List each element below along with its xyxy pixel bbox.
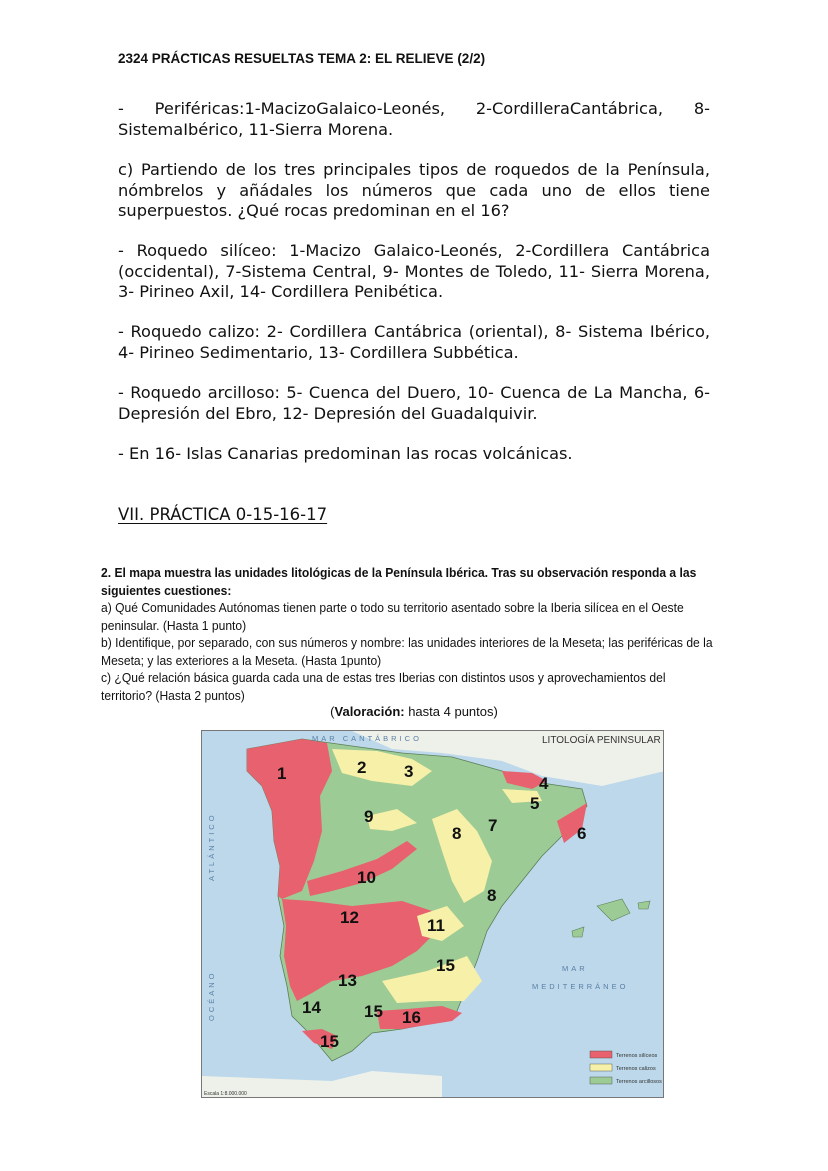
map-number-1: 1	[277, 764, 287, 783]
valoracion-text: hasta 4 puntos)	[404, 704, 498, 719]
map-number-8a: 8	[452, 824, 462, 843]
map-number-15a: 15	[436, 956, 455, 975]
exercise-question-c: c) ¿Qué relación básica guarda cada una de estas tres Iberias con distintos usos y aprovechamientos del territorio? (Hasta 2 puntos)	[101, 670, 666, 703]
exercise-block	[101, 564, 715, 704]
map-number-3: 3	[404, 762, 414, 781]
legend-label-siliceo: Terrenos silíceos	[616, 1053, 658, 1059]
page-header: 2324 PRÁCTICAS RESUELTAS TEMA 2: EL RELIEVE (2/2)	[118, 51, 486, 66]
map-number-11: 11	[427, 916, 445, 935]
map-number-15b: 15	[364, 1002, 383, 1021]
map-number-2: 2	[357, 758, 367, 777]
exercise-question-b: b) Identifique, por separado, con sus números y nombre: las unidades interiores de la Meseta; las periféricas de la Meseta; y las exteriores a la Meseta. (Hasta 1punto)	[101, 635, 713, 668]
paragraph-canarias: - En 16- Islas Canarias predominan las rocas volcánicas.	[118, 444, 573, 463]
legend-swatch-calizo	[590, 1064, 612, 1071]
paragraph-roquedo-arcilloso: - Roquedo arcilloso: 5- Cuenca del Duero, 10- Cuenca de La Mancha, 6- Depresión del Ebro, 12- Depresión del Guadalquivir.	[118, 383, 710, 423]
map-number-4: 4	[539, 774, 549, 793]
map-number-6: 6	[577, 824, 587, 843]
sea-label-east-2: MEDITERRÁNEO	[532, 982, 629, 991]
map-number-9: 9	[364, 807, 374, 826]
map-number-8b: 8	[487, 886, 497, 905]
paragraph-perifericas: - Periféricas:1-MacizoGalaico-Leonés, 2-CordilleraCantábrica, 8-SistemaIbérico, 11-Sierra Morena.	[118, 99, 710, 139]
valoracion-line	[0, 704, 828, 719]
map-number-10: 10	[357, 868, 376, 887]
legend-label-calizo: Terrenos calizos	[616, 1066, 656, 1072]
section-title: VII. PRÁCTICA 0-15-16-17	[118, 505, 328, 524]
map-number-15c: 15	[320, 1032, 339, 1051]
exercise-title: 2. El mapa muestra las unidades litológicas de la Península Ibérica. Tras su observación responda a las siguientes cuestiones:	[101, 565, 697, 598]
paragraph-question-c: c) Partiendo de los tres principales tipos de roquedos de la Península, nómbrelos y añádales los números que cada uno de ellos tiene superpuestos. ¿Qué rocas predominan en el 16?	[118, 160, 710, 221]
map-number-14: 14	[302, 998, 321, 1017]
map-number-7: 7	[488, 816, 498, 835]
paragraph-roquedo-siliceo: - Roquedo silíceo: 1-Macizo Galaico-Leonés, 2-Cordillera Cantábrica (occidental), 7-Sistema Central, 9- Montes de Toledo, 11- Sierra Morena, 3- Pirineo Axil, 14- Cordillera Penibética.	[118, 241, 710, 302]
map-legend	[590, 1051, 662, 1085]
map-number-16: 16	[402, 1008, 421, 1027]
exercise-question-a: a) Qué Comunidades Autónomas tienen parte o todo su territorio asentado sobre la Iberia silícea en el Oeste peninsular. (Hasta 1 punto)	[101, 600, 684, 633]
legend-swatch-arcilloso	[590, 1077, 612, 1084]
sea-label-north: MAR CANTÁBRICO	[312, 734, 422, 743]
paragraph-roquedo-calizo: - Roquedo calizo: 2- Cordillera Cantábrica (oriental), 8- Sistema Ibérico, 4- Pirineo Sedimentario, 13- Cordillera Subbética.	[118, 322, 710, 362]
legend-swatch-siliceo	[590, 1051, 612, 1058]
legend-label-arcilloso: Terrenos arcillosos	[616, 1079, 662, 1085]
lithology-map	[201, 730, 664, 1098]
map-number-5: 5	[530, 794, 540, 813]
sea-label-east: MAR	[562, 964, 588, 973]
map-scale: Escala 1:8.000.000	[204, 1091, 247, 1097]
valoracion-label: Valoración:	[334, 704, 405, 719]
map-number-12: 12	[340, 908, 359, 927]
valoracion-open: (	[330, 704, 335, 719]
map-title: LITOLOGÍA PENINSULAR	[542, 735, 661, 746]
ocean-label: ATLÁNTICO	[207, 812, 216, 881]
ocean-label-2: OCÉANO	[207, 970, 216, 1021]
lithology-map-svg	[202, 731, 664, 1098]
map-number-13: 13	[338, 971, 357, 990]
